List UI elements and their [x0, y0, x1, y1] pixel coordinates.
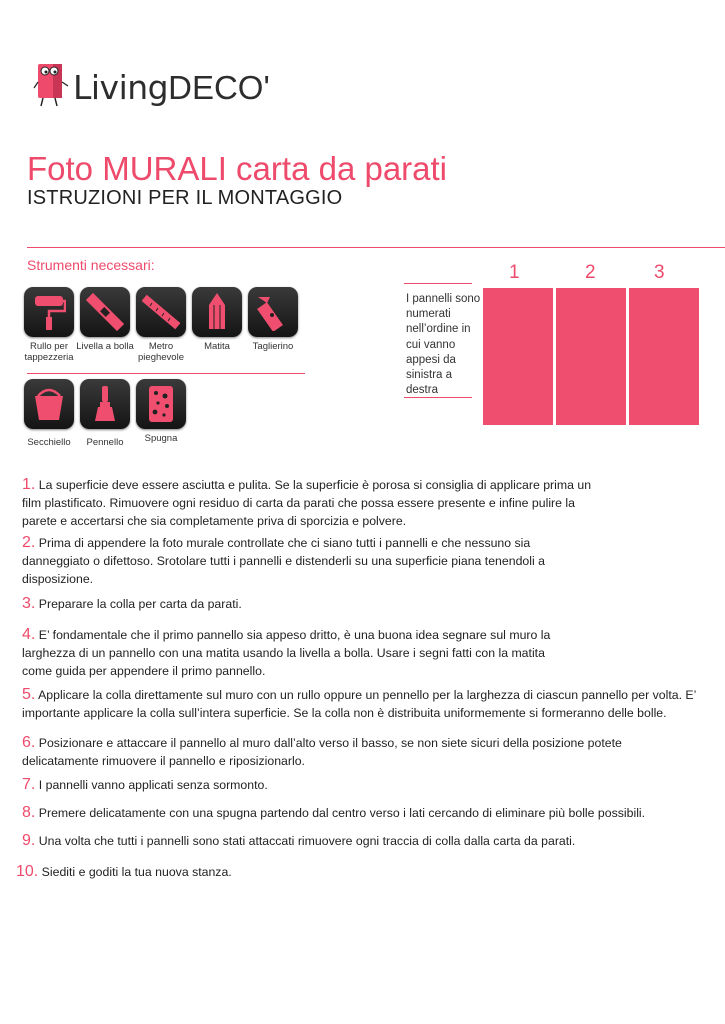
panel-1	[483, 288, 553, 425]
tool-ruler: Metro pieghevole	[134, 287, 188, 363]
page-subtitle: ISTRUZIONI PER IL MONTAGGIO	[27, 187, 343, 209]
step-1: 1. La superficie deve essere asciutta e pulita. Se la superficie è porosa si consiglia di applicare prima un film plastificato. Rimuovere ogni residuo di carta da parati che possa essere presente e infine pulire la parete e accertarsi che sia completamente priva di sporcizia e polvere.	[22, 476, 592, 528]
step-4: 4. E’ fondamentale che il primo pannello sia appeso dritto, è una buona idea segnare sul muro la larghezza di un pannello con una matita usando la livella a bolla. Usare i segni fatti con la matita come guida per appendere il primo pannello.	[22, 626, 551, 678]
page-title: Foto MURALI carta da parati	[27, 150, 448, 187]
pencil-icon	[202, 292, 232, 332]
step-9: 9. Una volta che tutti i pannelli sono stati attaccati rimuovere ogni traccia di colla dalla carta da parati.	[22, 832, 576, 849]
step-10: 10. Siediti e goditi la tua nuova stanza.	[16, 863, 232, 880]
tool-roller: Rullo per tappezzeria	[22, 287, 76, 363]
brand-logo	[33, 56, 270, 112]
panel-note-divider-top	[404, 283, 472, 284]
tool-brush: Pennello	[78, 379, 132, 448]
tool-sponge: Spugna	[134, 379, 188, 444]
tool-pencil: Matita	[190, 287, 244, 352]
step-5: 5. Applicare la colla direttamente sul muro con un rullo oppure un pennello per la larghezza di ciascun pannello per volta. E’ importante applicare la colla sull’intera superficie. Se la colla non è distribuita uniformemente si formeranno delle bolle.	[22, 686, 696, 720]
brush-icon	[88, 384, 122, 424]
panel-note-divider-bottom	[404, 397, 472, 398]
panel-3	[629, 288, 699, 425]
mascot-icon	[33, 58, 71, 110]
panel-2	[556, 288, 626, 425]
bucket-icon	[32, 386, 66, 422]
sponge-icon	[146, 384, 176, 424]
tools-heading: Strumenti necessari:	[27, 257, 155, 273]
tool-cutter: Taglierino	[246, 287, 300, 352]
tools-divider	[27, 373, 305, 374]
step-6: 6. Posizionare e attaccare il pannello al muro dall’alto verso il basso, se non siete sicuri della posizione potete delicatamente rimuovere il pannello e riposizionarlo.	[22, 734, 622, 768]
panel-number-1: 1	[509, 262, 520, 283]
utility-knife-icon	[254, 293, 292, 331]
step-3: 3. Preparare la colla per carta da parati.	[22, 595, 242, 612]
panel-note: I pannelli sono numerati nell’ordine in cui vanno appesi da sinistra a destra	[406, 293, 481, 397]
brand-wordmark: LivingDECO'	[73, 68, 270, 107]
panel-number-2: 2	[585, 262, 596, 283]
panel-number-3: 3	[654, 262, 665, 283]
spirit-level-icon	[86, 293, 124, 331]
paint-roller-icon	[32, 293, 66, 331]
step-8: 8. Premere delicatamente con una spugna partendo dal centro verso i lati cercando di eliminare più bolle possibili.	[22, 804, 646, 821]
folding-ruler-icon	[142, 293, 180, 331]
tool-level: Livella a bolla	[78, 287, 132, 352]
step-2: 2. Prima di appendere la foto murale controllate che ci siano tutti i pannelli e che nessuno sia danneggiato o difettoso. Srotolare tutti i pannelli e distenderli su una superficie piana tenendoli a disposizione.	[22, 534, 545, 586]
tool-bucket: Secchiello	[22, 379, 76, 448]
divider	[27, 247, 725, 248]
step-7: 7. I pannelli vanno applicati senza sormonto.	[22, 776, 268, 793]
